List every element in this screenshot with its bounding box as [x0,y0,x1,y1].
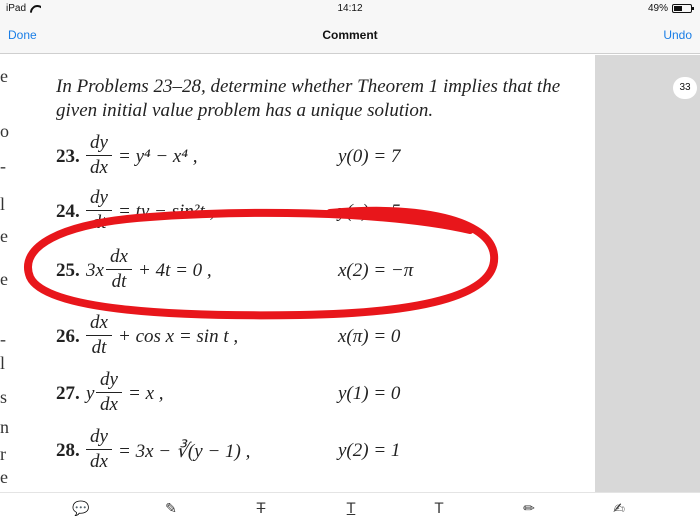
status-bar [0,0,700,18]
left-edge-fragment: e [0,66,8,86]
equation-rhs: = x , [128,383,164,404]
left-edge-fragment: - [0,156,6,176]
problem-number: 23. [56,146,80,167]
fraction-numerator: dy [90,187,108,208]
fraction-numerator: dx [90,312,108,333]
initial-condition: x(2) = −π [338,260,414,281]
fraction-numerator: dx [110,246,128,267]
derivative-fraction [86,133,112,178]
text-tool[interactable]: T [434,501,444,517]
problem-number: 24. [56,201,80,222]
underline-text-tool[interactable]: T [346,501,356,517]
fraction-bar [86,449,112,450]
equation-rhs: = 3x − ∛(y − 1) , [118,441,251,462]
left-edge-fragment: s [0,387,8,407]
page-title: Comment [322,28,378,42]
highlight-tool[interactable]: ✎ [165,501,177,517]
initial-condition: y(π) = 5 [338,201,401,222]
left-edge-fragment: r [0,444,6,464]
fraction-denominator: dt [91,212,107,233]
fraction-bar [96,392,122,393]
battery-icon [672,4,692,13]
left-edge-fragment: l [0,353,6,373]
problem-number: 28. [56,440,80,461]
derivative-fraction [96,370,122,415]
fraction-bar [86,210,112,211]
battery-percent: 49% [647,3,668,14]
initial-condition: x(π) = 0 [338,326,401,347]
fraction-denominator: dx [90,157,108,178]
left-edge-fragment: e [0,226,8,246]
pencil-tool[interactable]: ✏ [523,501,535,517]
fraction-bar [86,155,112,156]
problem-number: 25. [56,260,80,281]
left-edge-fragment: e [0,269,8,289]
status-right [648,3,692,14]
markup-toolbar [0,492,700,525]
equation-rhs: + cos x = sin t , [118,326,239,347]
fraction-denominator: dt [91,337,107,358]
derivative-fraction [106,247,132,292]
initial-condition: y(0) = 7 [338,146,401,167]
fraction-bar [86,335,112,336]
equation-rhs: = ty − sin²t , [118,201,215,222]
left-edge-fragment: - [0,329,6,349]
problem-number: 26. [56,326,80,347]
comment-tool[interactable]: 💬 [72,501,90,517]
problem-number: 27. [56,383,80,404]
derivative-fraction [86,427,112,472]
page-thumbnail-sidebar[interactable] [595,55,700,492]
fraction-denominator: dx [100,394,118,415]
left-edge-fragment: n [0,417,9,437]
navigation-bar [0,18,700,54]
fraction-bar [106,269,132,270]
page-number-badge: 33 [673,77,697,99]
derivative-fraction [86,313,112,358]
undo-button[interactable]: Undo [663,28,692,42]
left-edge-fragment: o [0,121,9,141]
status-time: 14:12 [337,3,363,14]
left-edge-fragment: e [0,467,8,487]
fraction-numerator: dy [90,426,108,447]
initial-condition: y(2) = 1 [338,440,401,461]
derivative-fraction [86,188,112,233]
fraction-denominator: dt [111,271,127,292]
battery-fill [674,6,682,11]
document-canvas[interactable] [0,55,595,492]
equation-prefix: y [86,383,95,404]
left-edge-fragment: l [0,194,6,214]
equation-rhs: + 4t = 0 , [138,260,212,281]
fraction-denominator: dx [90,451,108,472]
fraction-numerator: dy [100,369,118,390]
equation-prefix: 3x [86,260,104,281]
problems-intro-text: In Problems 23–28, determine whether Theorem 1 implies that the given initial value problem has a unique solution. [56,76,561,121]
fraction-numerator: dy [90,132,108,153]
strikethrough-text-tool[interactable]: T [256,501,266,517]
equation-rhs: = y⁴ − x⁴ , [118,146,198,167]
initial-condition: y(1) = 0 [338,383,401,404]
done-button[interactable]: Done [8,28,37,42]
device-name: iPad [6,3,27,14]
signature-tool[interactable]: ✍ [613,501,625,517]
